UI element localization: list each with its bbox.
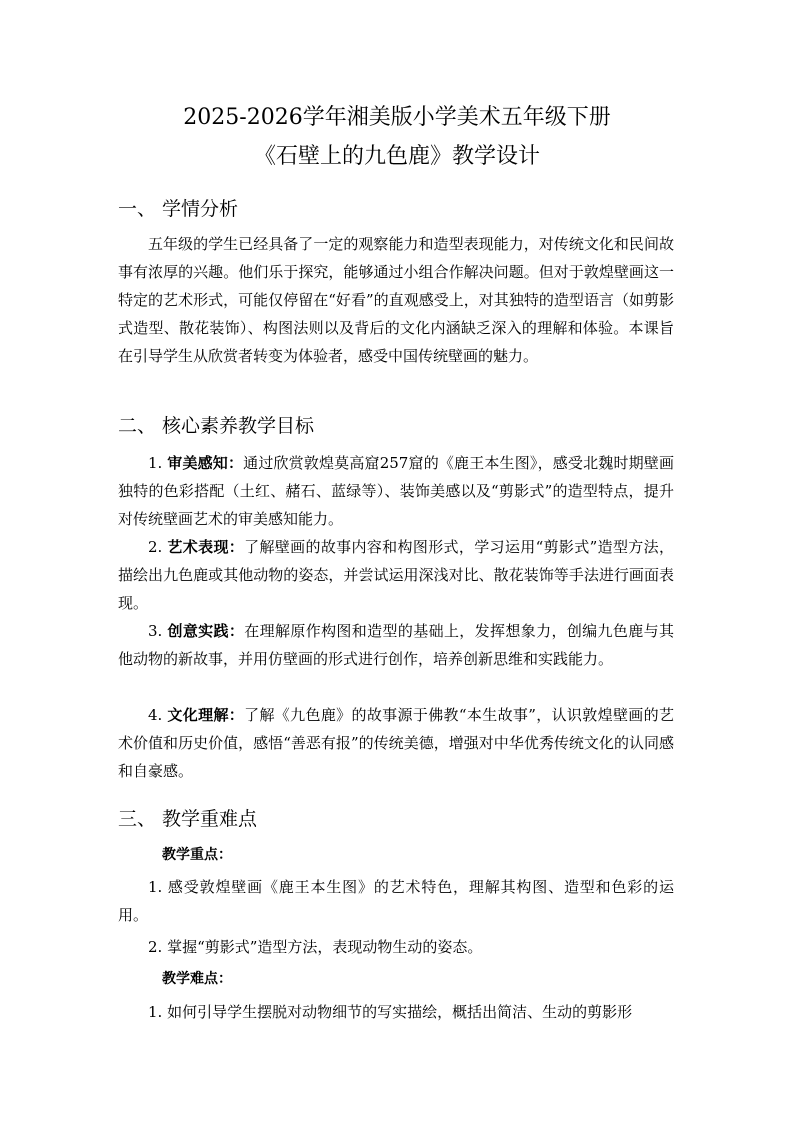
section-heading-key-difficult-points: 三、 教学重难点 (118, 808, 258, 830)
goal-text: 了解壁画的故事内容和构图形式，学习运用“剪影式”造型方法，描绘出九色鹿或其他动物的姿态，并尝试运用深浅对比、散花装饰等手法进行画面表现。 (118, 538, 674, 612)
goal-text: 了解《九色鹿》的故事源于佛教“本生故事”，认识敦煌壁画的艺术价值和历史价值，感悟“善恶有报”的传统美德，增强对中华优秀传统文化的认同感和自豪感。 (118, 706, 674, 780)
difficult-point-item: 1. 如何引导学生摆脱对动物细节的写实描绘，概括出简洁、生动的剪影形 (148, 1003, 633, 1021)
goal-item-aesthetic (118, 449, 674, 533)
goal-number: 4. (148, 706, 168, 724)
key-point-item: 2. 掌握“剪影式”造型方法，表现动物生动的姿态。 (148, 938, 483, 956)
difficult-points-label: 教学难点： (162, 971, 232, 987)
goal-label: 创意实践： (167, 622, 245, 640)
goal-item-cultural-understanding (118, 701, 674, 785)
goal-number: 3. (148, 622, 168, 640)
goal-text: 通过欣赏敦煌莫高窟257窟的《鹿王本生图》，感受北魏时期壁画独特的色彩搭配（土红、赭石、蓝绿等）、装饰美感以及“剪影式”的造型特点，提升对传统壁画艺术的审美感知能力。 (118, 454, 674, 528)
section-heading-teaching-goals: 二、 核心素养教学目标 (118, 415, 315, 437)
goal-label: 文化理解： (167, 706, 245, 724)
learning-analysis-paragraph: 五年级的学生已经具备了一定的观察能力和造型表现能力，对传统文化和民间故事有浓厚的兴趣。他们乐于探究，能够通过小组合作解决问题。但对于敦煌壁画这一特定的艺术形式，可能仅停留在“好看”的直观感受上，对其独特的造型语言（如剪影式造型、散花装饰）、构图法则以及背后的文化内涵缺乏深入的理解和体验。本课旨在引导学生从欣赏者转变为体验者，感受中国传统壁画的魅力。 (118, 235, 674, 365)
key-point-item: 1. 感受敦煌壁画《鹿王本生图》的艺术特色，理解其构图、造型和色彩的运用。 (118, 878, 674, 924)
document-title-line-1: 2025-2026学年湘美版小学美术五年级下册 (183, 105, 611, 130)
section-heading-learning-analysis: 一、 学情分析 (118, 198, 239, 220)
key-points-label: 教学重点： (162, 847, 232, 863)
goal-item-creative-practice (118, 617, 674, 673)
goal-number: 1. (148, 454, 168, 472)
goal-label: 艺术表现： (167, 538, 245, 556)
goal-text: 在理解原作构图和造型的基础上，发挥想象力，创编九色鹿与其他动物的新故事，并用仿壁画的形式进行创作，培养创新思维和实践能力。 (118, 622, 674, 668)
goal-item-art-expression (118, 533, 674, 617)
goal-label: 审美感知： (167, 454, 244, 472)
goal-number: 2. (148, 538, 168, 556)
document-title-line-2: 《石壁上的九色鹿》教学设计 (253, 144, 540, 169)
